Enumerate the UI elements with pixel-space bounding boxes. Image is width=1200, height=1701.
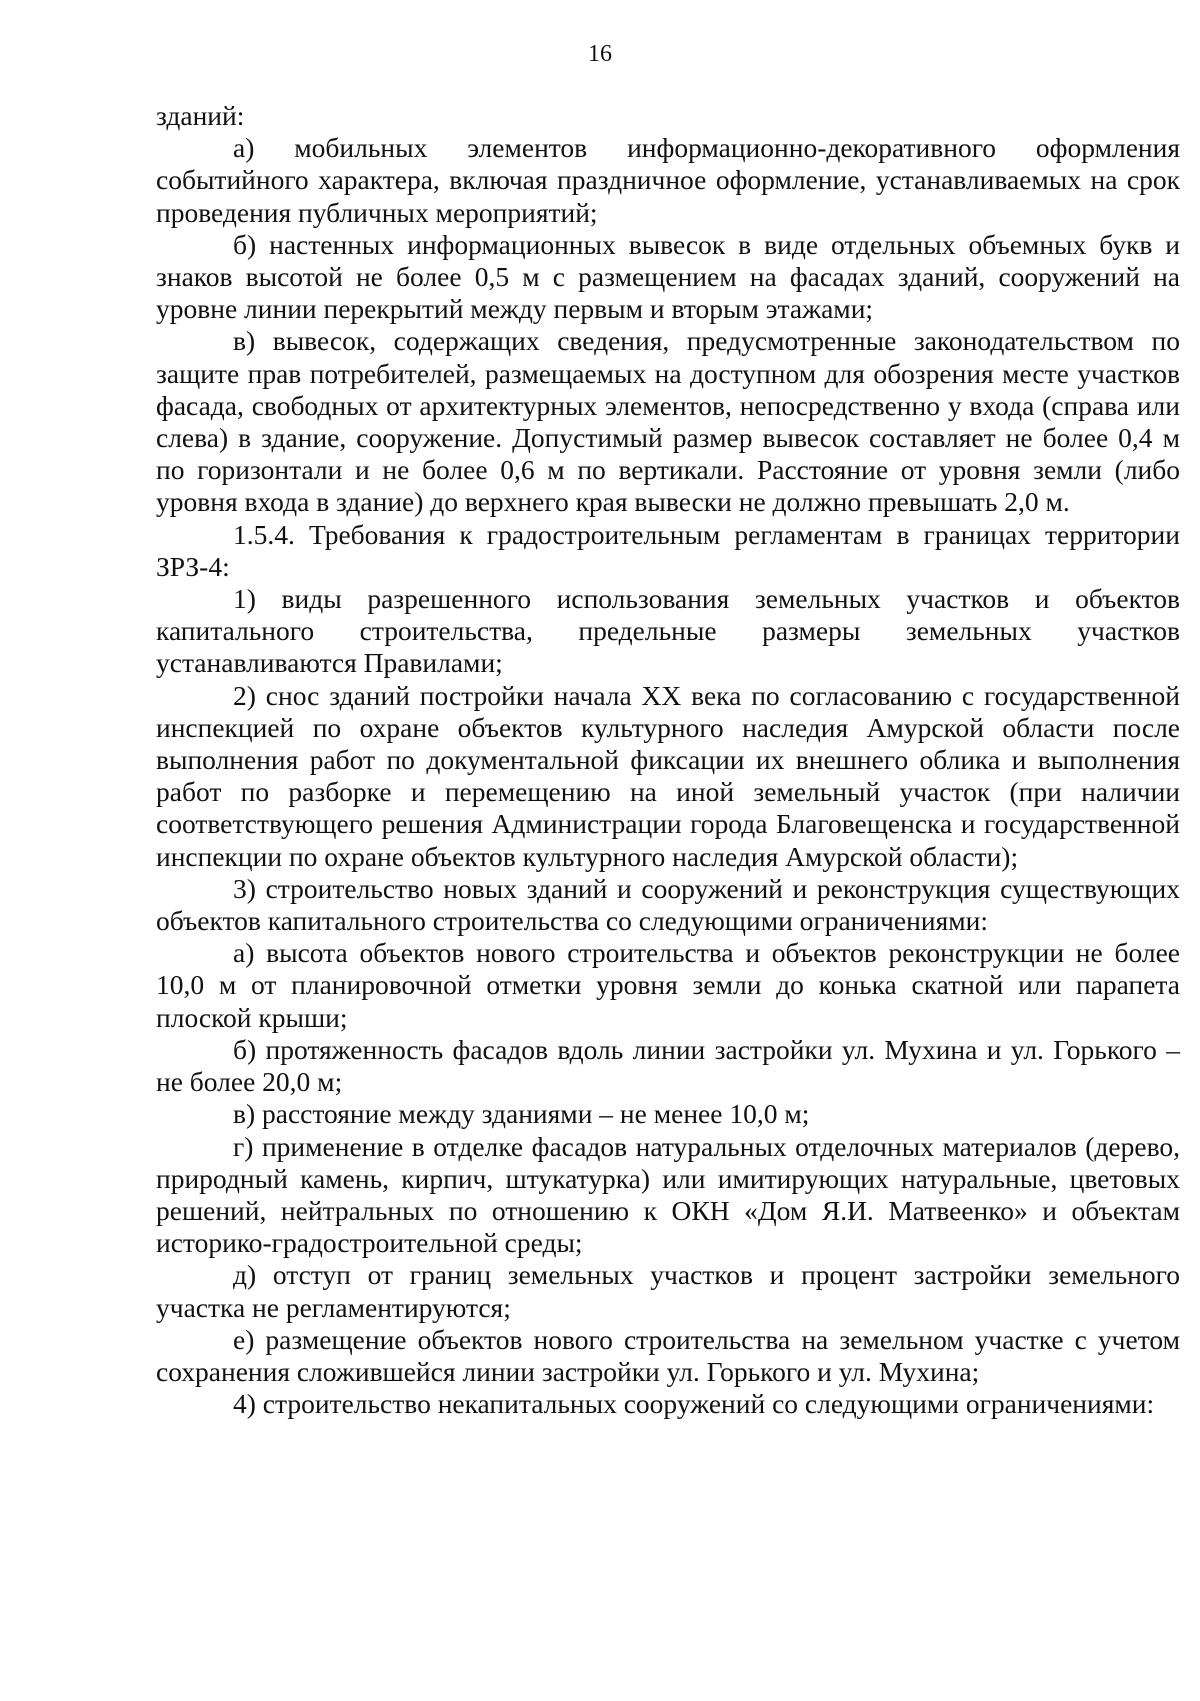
paragraph-subitem-b: б) протяженность фасадов вдоль линии застройки ул. Мухина и ул. Горького – не более 20,0 м; <box>156 1033 1180 1098</box>
document-body <box>156 100 1180 1420</box>
paragraph-item-2: 2) снос зданий постройки начала XX века по согласованию с государственной инспекцией по охране объектов культурного наследия Амурской области после выполнения работ по документальной фиксации их внешнего облика и выполнения работ по разборке и перемещению на иной земельный участок (при наличии соответствующего решения Администрации города Благовещенска и государственной инспекции по охране объектов культурного наследия Амурской области); <box>156 679 1180 872</box>
paragraph-item-3: 3) строительство новых зданий и сооружений и реконструкция существующих объектов капитального строительства со следующими ограничениями: <box>156 872 1180 937</box>
page-number: 16 <box>588 41 612 67</box>
paragraph-item-1: 1) виды разрешенного использования земельных участков и объектов капитального строительства, предельные размеры земельных участков устанавливаются Правилами; <box>156 583 1180 679</box>
paragraph-item-a: а) мобильных элементов информационно-декоративного оформления событийного характера, включая праздничное оформление, устанавливаемых на срок проведения публичных мероприятий; <box>156 132 1180 228</box>
paragraph-subitem-d: д) отступ от границ земельных участков и процент застройки земельного участка не регламентируются; <box>156 1259 1180 1323</box>
paragraph-continuation: зданий: <box>156 100 245 131</box>
paragraph-subitem-e: е) размещение объектов нового строительства на земельном участке с учетом сохранения сложившейся линии застройки ул. Горького и ул. Мухина; <box>156 1323 1180 1387</box>
section-heading-1-5-4: 1.5.4. Требования к градостроительным регламентам в границах территории ЗРЗ-4: <box>156 518 1180 582</box>
paragraph-item-b: б) настенных информационных вывесок в виде отдельных объемных букв и знаков высотой не более 0,5 м с размещением на фасадах зданий, сооружений на уровне линии перекрытий между первым и вторым этажами; <box>156 228 1180 325</box>
paragraph-item-4: 4) строительство некапитальных сооружений со следующими ограничениями: <box>233 1388 1155 1420</box>
paragraph-item-v: в) вывесок, содержащих сведения, предусмотренные законодательством по защите прав потребителей, размещаемых на доступном для обозрения месте участков фасада, свободных от архитектурных элементов, непосредственно у входа (справа или слева) в здание, сооружение. Допустимый размер вывесок составляет не более 0,4 м по горизонтали и не более 0,6 м по вертикали. Расстояние от уровня земли (либо уровня входа в здание) до верхнего края вывески не должно превышать 2,0 м. <box>156 325 1180 518</box>
paragraph-subitem-a: а) высота объектов нового строительства и объектов реконструкции не более 10,0 м от планировочной отметки уровня земли до конька скатной или парапета плоской крыши; <box>156 937 1180 1033</box>
paragraph-subitem-g: г) применение в отделке фасадов натуральных отделочных материалов (дерево, природный камень, кирпич, штукатурка) или имитирующих натуральные, цветовых решений, нейтральных по отношению к ОКН «Дом Я.И. Матвеенко» и объектам историко-градостроительной среды; <box>156 1130 1180 1259</box>
paragraph-subitem-v: в) расстояние между зданиями – не менее 10,0 м; <box>233 1098 810 1130</box>
